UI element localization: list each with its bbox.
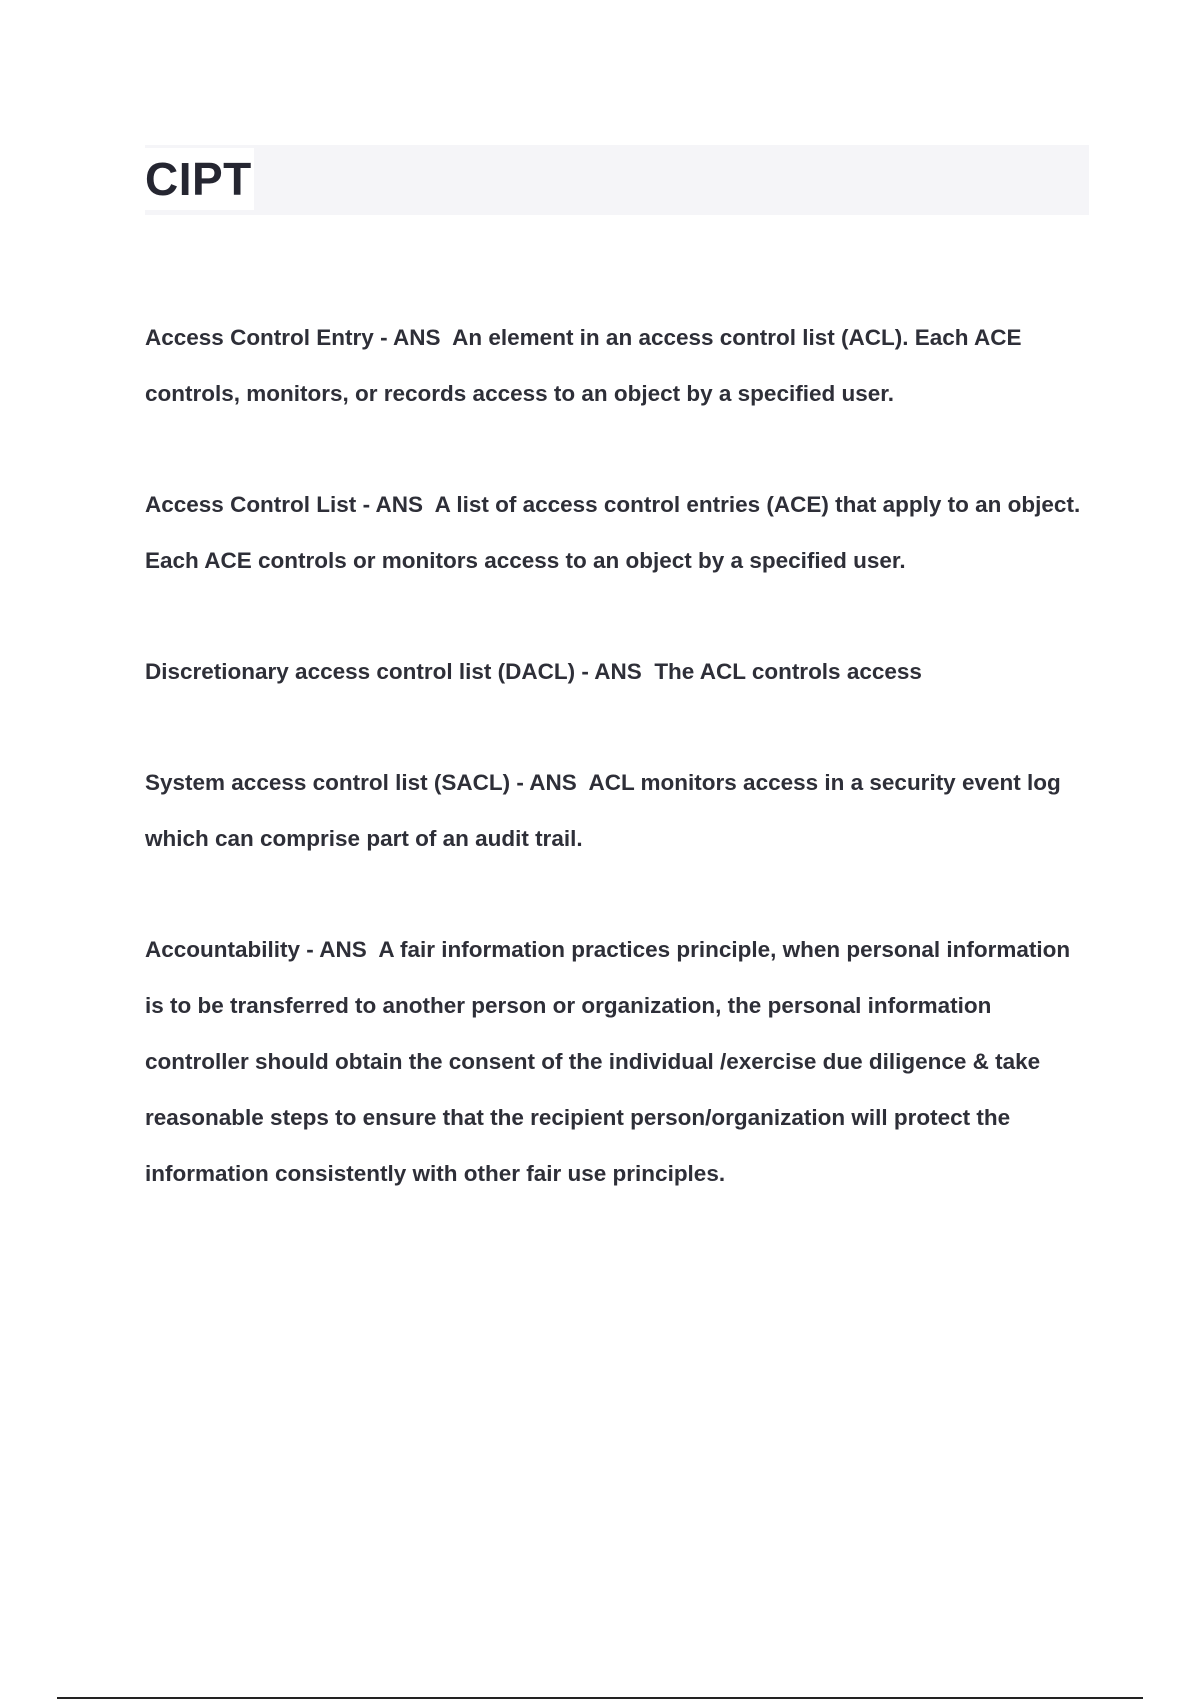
entry-separator: - ANS [356,492,435,517]
entry-answer: The ACL controls access [654,659,922,684]
entry-term: Access Control List [145,492,357,517]
entry-list [145,310,1085,1257]
entry-separator: - ANS [300,937,379,962]
bottom-divider [57,1697,1143,1699]
entry-answer: A fair information practices principle, when personal information is to be transferred to another person or organization, the personal information controller should obtain the consent of the individual /exercise due diligence & take reasonable steps to ensure that the recipient person/organization will protect the information consistently with other fair use principles. [145,937,1077,1186]
title-band [145,145,1089,215]
entry-answer: ACL monitors access in a security event log which can comprise part of an audit trail. [145,770,1067,851]
entry-separator: - ANS [373,325,453,350]
entry-term: Accountability [145,937,301,962]
entry-dacl [145,644,1085,700]
entry-answer: A list of access control entries (ACE) that apply to an object. Each ACE controls or monitors access to an object by a specified user. [145,492,1087,573]
entry-separator: - ANS [510,770,589,795]
page-title: CIPT [145,148,254,210]
entry-access-control-entry [145,310,1085,422]
entry-answer: An element in an access control list (ACL). Each ACE controls, monitors, or records access to an object by a specified user. [145,325,1028,406]
entry-term: Discretionary access control list (DACL) [145,659,576,684]
entry-accountability [145,922,1085,1202]
entry-separator: - ANS [575,659,655,684]
entry-sacl [145,755,1085,867]
entry-access-control-list [145,477,1085,589]
entry-term: System access control list (SACL) [145,770,511,795]
entry-term: Access Control Entry [145,325,374,350]
